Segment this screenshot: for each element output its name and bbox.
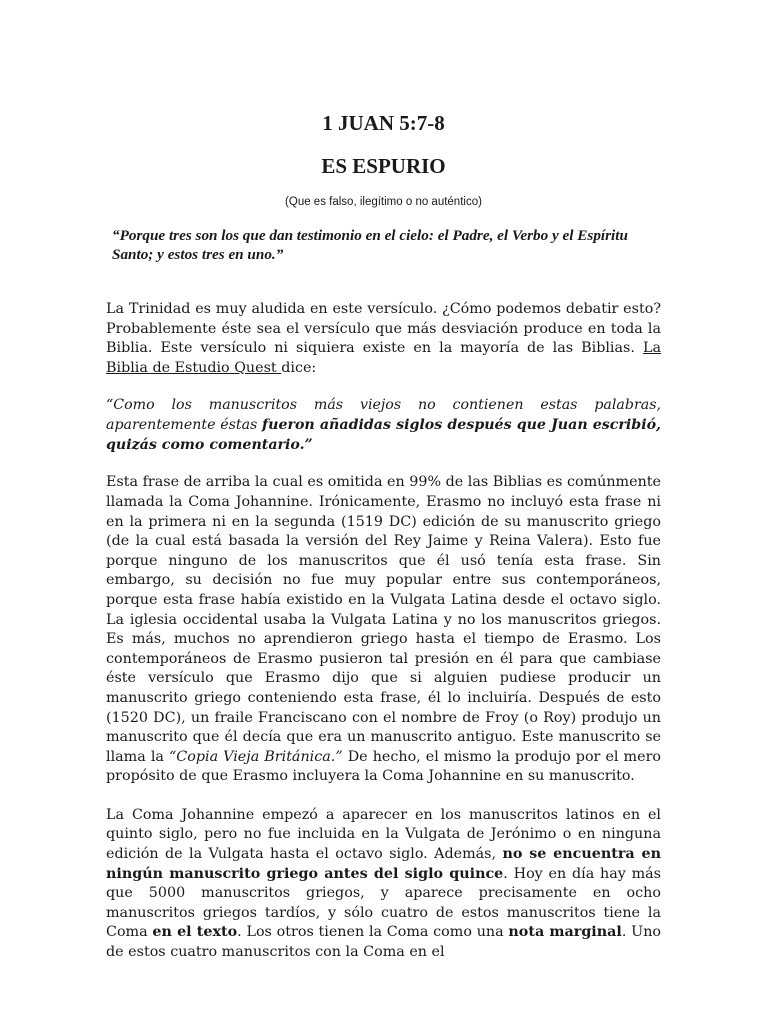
- document-subtitle: (Que es falso, ilegítimo o no auténtico): [285, 196, 482, 208]
- paragraph-text: La Coma Johannine empezó a aparecer en los manuscritos latinos en el quinto siglo, pero no fue incluida en la Vulgata de Jerónimo o en ninguna edición de la Vulgata hasta el octavo siglo. Además,: [106, 806, 661, 863]
- emphasis-text: no se encuentra en ningún manuscrito griego antes del siglo quince: [106, 846, 661, 882]
- paragraph-evidence: [106, 806, 661, 963]
- quote-italic: “Como los manuscritos más viejos no contienen estas palabras, aparentemente éstas: [106, 397, 661, 434]
- paragraph-text: . Los otros tienen la Coma como una: [237, 924, 509, 941]
- paragraph-text: La Trinidad es muy aludida en este versículo. ¿Cómo podemos debatir esto? Probablemente éste sea el versículo que más desviación produce en toda la Biblia. Este versículo ni siquiera existe en la mayoría de las Biblias.: [106, 301, 661, 357]
- manuscript-name: “Copia Vieja Británica.”: [168, 748, 343, 765]
- quote-bold: fueron añadidas siglos después que Juan escribió, quizás como comentario: [106, 417, 661, 454]
- paragraph-history: [106, 473, 661, 787]
- epigraph-verse: “Porque tres son los que dan testimonio en el cielo: el Padre, el Verbo y el Espíritu Santo; y estos tres en uno.”: [112, 227, 628, 263]
- paragraph-text: De hecho, el mismo la produjo por el mero propósito de que Erasmo incluyera la Coma Johannine en su manuscrito.: [106, 748, 662, 785]
- quote-closing: .”: [299, 437, 313, 454]
- paragraph-text: . Uno de estos cuatro manuscritos con la Coma en el: [106, 924, 662, 961]
- paragraph-text: . Hoy en día hay más que 5000 manuscritos griegos, y aparece precisamente en ocho manuscritos griegos tardíos, y sólo cuatro de estos manuscritos tiene la Coma: [106, 865, 662, 941]
- source-reference: La Biblia de Estudio Quest: [106, 340, 661, 376]
- document-title: 1 JUAN 5:7-8: [322, 111, 445, 135]
- paragraph-text: dice:: [281, 359, 317, 376]
- emphasis-text: nota marginal: [508, 924, 622, 941]
- paragraph-text: Esta frase de arriba la cual es omitida en 99% de las Biblias es comúnmente llamada la Coma Johannine. Irónicamente, Erasmo no incluyó esta frase ni en la primera ni en la segunda (1519 DC) edición de su manuscrito griego (de la cual está basada la versión del Rey Jaime y Reina Valera). Esto fue porque ninguno de los manuscritos que él usó tenía esta frase. Sin embargo, su decisión no fue muy popular entre sus contemporáneos, porque esta frase había existido en la Vulgata Latina desde el octavo siglo. La iglesia occidental usaba la Vulgata Latina y no los manuscritos griegos. Es más, muchos no aprendieron griego hasta el tiempo de Erasmo. Los contemporáneos de Erasmo pusieron tal presión en él para que cambiase éste versículo que Erasmo dijo que si alguien pudiese producir un manuscrito griego conteniendo esta frase, él lo incluiría. Después de esto (1520 DC), un fraile Franciscano con el nombre de Froy (o Roy) produjo un manuscrito que él decía que era un manuscrito antiguo. Este manuscrito se llama la: [106, 474, 661, 765]
- block-quote: [106, 395, 661, 455]
- document-page: [106, 108, 661, 963]
- paragraph-intro: [106, 300, 661, 378]
- document-heading: ES ESPURIO: [321, 154, 446, 178]
- emphasis-text: en el texto: [152, 924, 238, 941]
